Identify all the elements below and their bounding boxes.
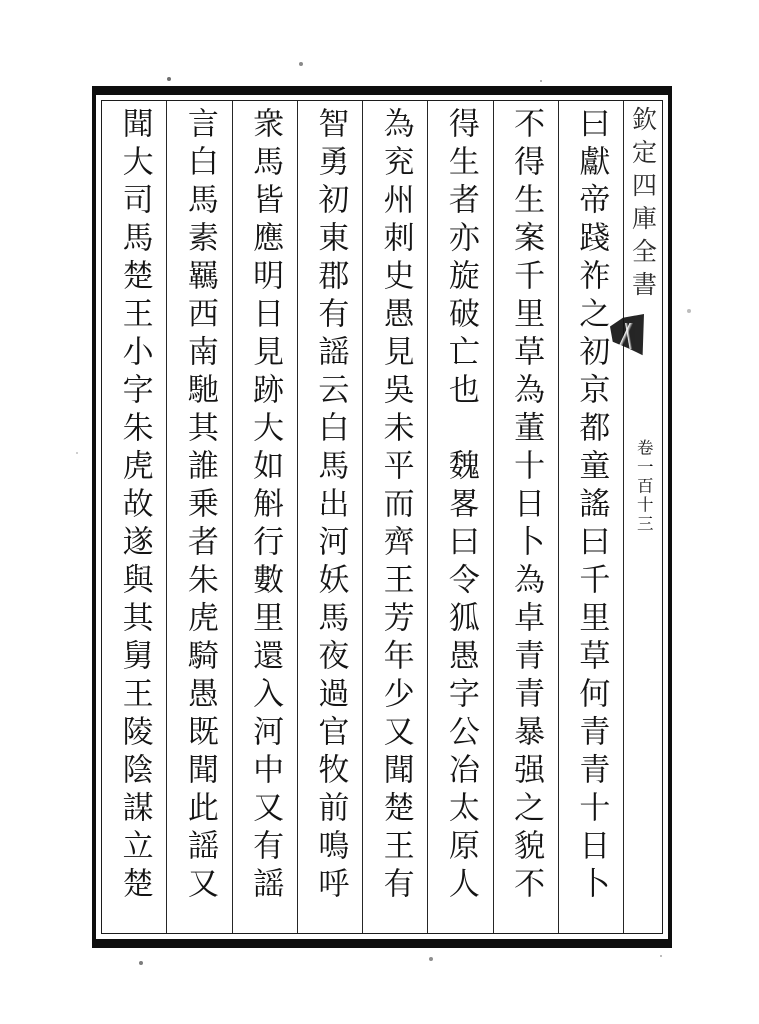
text-column-2 xyxy=(494,101,559,933)
column-text: 得生者亦旋破亡也 魏畧曰令狐愚字公冶太原人 xyxy=(442,107,479,905)
column-text: 曰獻帝踐祚之初京都童謠曰千里草何青青十日卜 xyxy=(573,107,610,905)
text-column-1 xyxy=(559,101,624,933)
column-text: 言白馬素羈西南馳其誰乗者朱虎騎愚既聞此謡又 xyxy=(181,107,218,905)
page-frame-inner xyxy=(101,100,663,934)
column-text: 為兖州刺史愚見吳未平而齊王芳年少又聞楚王有 xyxy=(377,107,414,905)
scan-noise-specks xyxy=(0,0,2,2)
column-text: 不得生案千里草為董十日卜為卓青青暴强之貌不 xyxy=(508,107,545,905)
text-column-6 xyxy=(233,101,298,933)
title-column xyxy=(624,101,662,933)
column-text: 聞大司馬楚王小字朱虎故遂與其舅王陵陰謀立楚 xyxy=(116,107,153,905)
text-column-4 xyxy=(363,101,428,933)
text-column-3 xyxy=(428,101,493,933)
column-text: 衆馬皆應明日見跡大如斛行數里還入河中又有謡 xyxy=(247,107,284,905)
volume-label: 卷一百十三 xyxy=(634,439,654,534)
text-column-8 xyxy=(102,101,167,933)
column-text: 智勇初東郡有謡云白馬出河妖馬夜過官牧前鳴呼 xyxy=(312,107,349,905)
page-frame-outer xyxy=(92,86,672,948)
text-column-7 xyxy=(167,101,232,933)
book-title: 欽定四庫全書 xyxy=(628,106,658,304)
text-column-5 xyxy=(298,101,363,933)
